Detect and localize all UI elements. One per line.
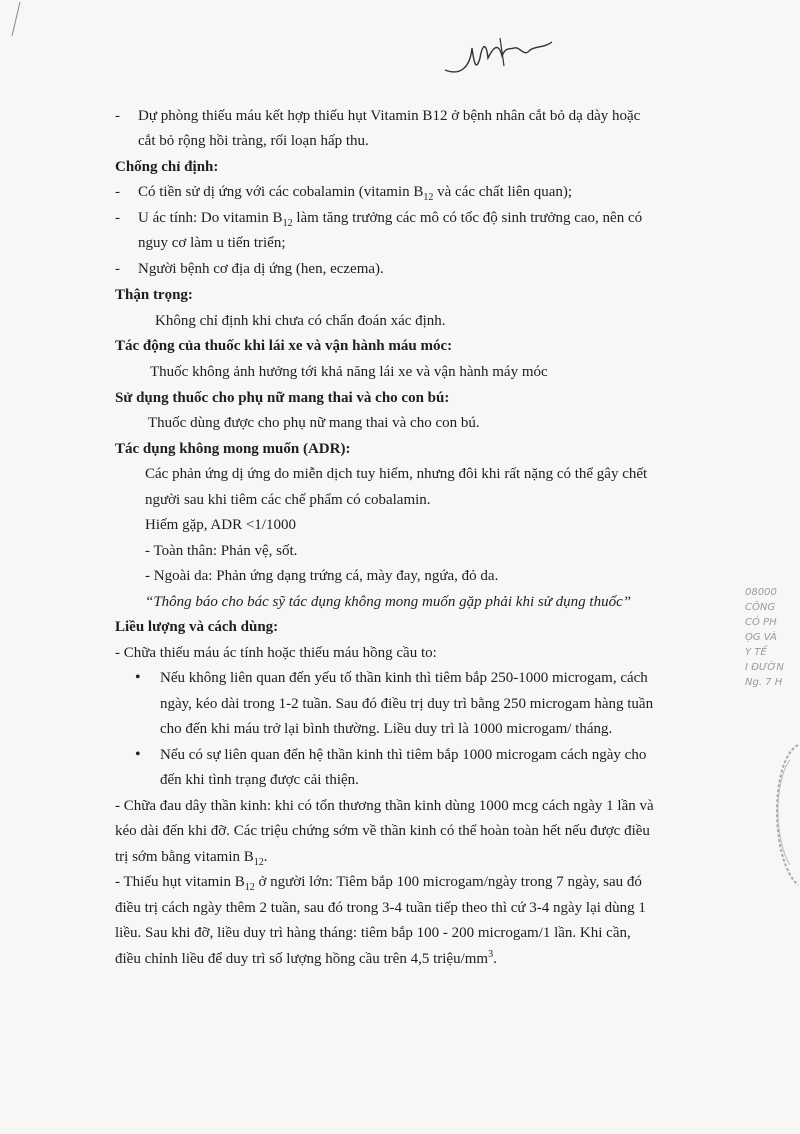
adr-text: - Toàn thân: Phản vệ, sốt.: [145, 543, 298, 559]
dosage-text: Nếu có sự liên quan đến hệ thần kinh thì tiêm bắp 1000 microgam cách ngày cho: [160, 747, 647, 763]
dosage-text: đến khi tình trạng được cải thiện.: [160, 772, 359, 788]
partial-seal-icon: [760, 740, 800, 890]
contraindication-item: nguy cơ làm u tiến triển;: [138, 235, 286, 251]
dosage-text: liều. Sau khi đỡ, liều duy trì hàng tháng: tiêm bắp 100 - 200 microgam/1 lần. Khi cần,: [115, 925, 631, 941]
dosage-text: kéo dài đến khi đỡ. Các triệu chứng sớm về thần kinh có thể hoàn toàn hết nếu được điều: [115, 823, 650, 839]
list-bullet: •: [135, 746, 141, 763]
list-dash: -: [115, 108, 120, 124]
heading-precautions: Thận trọng:: [115, 287, 193, 303]
dosage-text: Nếu không liên quan đến yếu tố thần kinh thì tiêm bắp 250-1000 microgam, cách: [160, 670, 648, 686]
heading-dosage: Liều lượng và cách dùng:: [115, 619, 279, 635]
list-dash: -: [115, 184, 120, 200]
dosage-text: ngày, kéo dài trong 1-2 tuần. Sau đó điều trị duy trì bằng 250 microgam hàng tuần: [160, 696, 654, 712]
adr-text: người sau khi tiêm các chế phẩm có cobalamin.: [145, 492, 431, 508]
list-bullet: •: [135, 669, 141, 686]
heading-driving: Tác động của thuốc khi lái xe và vận hành máu móc:: [115, 338, 453, 354]
dosage-text: trị sớm bằng vitamin $B_{12}$.: [115, 849, 268, 868]
dosage-text: - Chữa thiếu máu ác tính hoặc thiếu máu hồng cầu to:: [115, 645, 437, 661]
dosage-text: - Thiếu hụt vitamin $B_{12}$ ở người lớn: Tiêm bắp 100 microgam/ngày trong 7 ngày, sau đó: [115, 874, 642, 893]
heading-pregnancy: Sử dụng thuốc cho phụ nữ mang thai và cho con bú:: [115, 390, 450, 406]
official-stamp: 08000 CÔNG CÓ PH ỌG VÀ Y TẾ I ĐƯỜN Ng. 7 H: [745, 587, 784, 688]
adr-notice: “Thông báo cho bác sỹ tác dụng không mong muốn gặp phải khi sử dụng thuốc”: [145, 594, 632, 610]
adr-text: Hiếm gặp, ADR <1/1000: [145, 517, 296, 533]
heading-adr: Tác dụng không mong muốn (ADR):: [115, 441, 351, 457]
indication-text: Dự phòng thiếu máu kết hợp thiếu hụt Vitamin B12 ở bệnh nhân cắt bỏ dạ dày hoặc: [138, 108, 641, 124]
list-dash: -: [115, 210, 120, 226]
handwritten-signature: [440, 28, 560, 88]
indication-text: cắt bỏ rộng hồi tràng, rối loạn hấp thu.: [138, 133, 369, 149]
adr-text: Các phản ứng dị ứng do miễn dịch tuy hiếm, nhưng đôi khi rất nặng có thể gây chết: [145, 466, 648, 482]
contraindication-item: U ác tính: Do vitamin $B_{12}$ làm tăng trưởng các mô có tốc độ sinh trưởng cao, nên có: [138, 210, 643, 229]
contraindication-item: Có tiền sử dị ứng với các cobalamin (vitamin $B_{12}$ và các chất liên quan);: [138, 184, 573, 203]
contraindication-item: Người bệnh cơ địa dị ứng (hen, eczema).: [138, 261, 384, 277]
list-dash: -: [115, 261, 120, 277]
dosage-text: cho đến khi máu trở lại bình thường. Liều duy trì là 1000 microgam/ tháng.: [160, 721, 613, 737]
heading-contraindications: Chống chỉ định:: [115, 159, 219, 175]
dosage-text: - Chữa đau dây thần kinh: khi có tổn thương thần kinh dùng 1000 mcg cách ngày 1 lần và: [115, 798, 654, 814]
pregnancy-text: Thuốc dùng được cho phụ nữ mang thai và cho con bú.: [148, 415, 480, 431]
adr-text: - Ngoài da: Phản ứng dạng trứng cá, mày đay, ngứa, đỏ da.: [145, 568, 499, 584]
dosage-text: điều trị cách ngày thêm 2 tuần, sau đó trong 3-4 tuần tiếp theo thì cứ 3-4 ngày lại dùng 1: [115, 900, 646, 916]
dosage-text: điều chỉnh liều để duy trì số lượng hồng cầu trên 4,5 triệu/$mm^3$.: [115, 949, 497, 967]
precaution-text: Không chỉ định khi chưa có chẩn đoán xác định.: [155, 313, 446, 329]
driving-text: Thuốc không ảnh hưởng tới khả năng lái xe và vận hành máy móc: [150, 364, 548, 380]
corner-mark-icon: [6, 0, 26, 40]
